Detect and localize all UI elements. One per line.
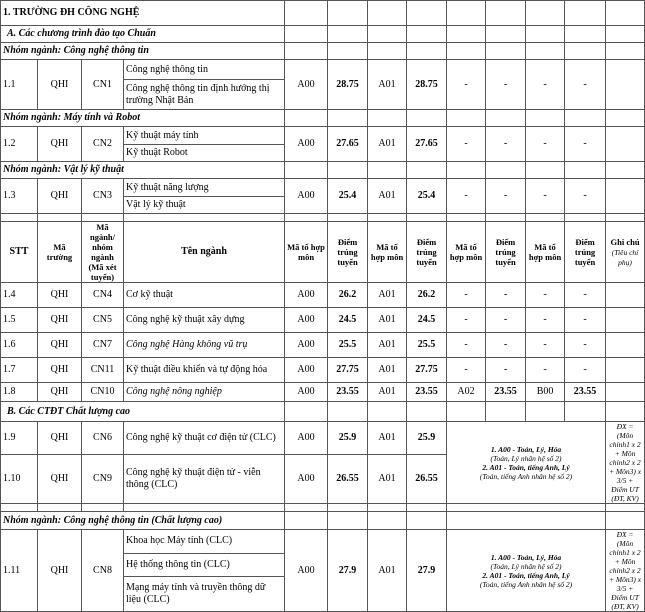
table-row: 1.8 QHI CN10 Công nghệ nông nghiệp A00 23.55 A01 23.55 A02 23.55 B00 23.55	[1, 383, 645, 402]
section-a-title: A. Các chương trình đào tạo Chuẩn	[1, 26, 285, 43]
table-row: 1.7 QHI CN11 Kỹ thuật điều khiển và tự động hóa A00 27.75 A01 27.75 - - - -	[1, 358, 645, 383]
table-row: 1.5 QHI CN5 Công nghệ kỹ thuật xây dựng A00 24.5 A01 24.5 - - - -	[1, 308, 645, 333]
group-cntt-clc-title: Nhóm ngành: Công nghệ thông tin (Chất lượng cao)	[1, 512, 285, 530]
section-b-title: B. Các CTĐT Chất lượng cao	[1, 402, 285, 422]
table-row: 1.2 QHI CN2 Kỹ thuật máy tính A00 27.65 A01 27.65 - - - -	[1, 127, 645, 145]
university-title: 1. TRƯỜNG ĐH CÔNG NGHỆ	[1, 1, 285, 26]
table-row: 1.1 QHI CN1 Công nghệ thông tin A00 28.75 A01 28.75 - - - -	[1, 60, 645, 80]
table-row: 1.6 QHI CN7 Công nghệ Hàng không vũ trụ A00 25.5 A01 25.5 - - - -	[1, 333, 645, 358]
table-row: 1.4 QHI CN4 Cơ kỹ thuật A00 26.2 A01 26.2 - - - -	[1, 283, 645, 308]
group-vl-title: Nhóm ngành: Vật lý kỹ thuật	[1, 162, 285, 179]
table-header: STT Mã trường Mã ngành/ nhóm ngành (Mã xét tuyển) Tên ngành Mã tổ hợp môn Điểm trúng tuyển Mã tổ hợp môn Điểm trúng tuyển Mã tổ hợp môn Điểm trúng tuyển Mã tổ hợp môn Điểm trúng tuyển Ghi chú (Tiêu chí phụ)	[1, 222, 645, 283]
group-cntt-title: Nhóm ngành: Công nghệ thông tin	[1, 43, 285, 60]
table-row: 1.9 QHI CN6 Công nghệ kỹ thuật cơ điện tử (CLC) A00 25.9 A01 25.9 1. A00 - Toán, Lý, Hóa (Toán, Lý nhân hệ số 2) 2. A01 - Toán, tiếng Anh, Lý (Toán, tiếng Anh nhân hệ số 2) ĐX = (Môn chính1 x 2 + Môn chính2 x 2 + Môn3) x 3/5 + Điểm UT (ĐT, KV)	[1, 422, 645, 455]
admission-score-table: 1. TRƯỜNG ĐH CÔNG NGHỆ A. Các chương trình đào tạo Chuẩn Nhóm ngành: Công nghệ thông tin 1.1 QHI CN1 Công nghệ thông tin A00 28.75 A01 28.75 - - - - Công nghệ thông tin định hướng thị trường Nhật Bản Nhóm ngành: Máy tính và Robot 1.2 QHI CN2 Kỹ thuật máy tính A00 27.65 A01 27.65 - - - - Kỹ thuật Robot Nhóm ngành: Vật lý kỹ thuật 1.3 QHI CN3 Kỹ thuật năng lượng A00 25.4 A01 25.4 - - - - Vật lý kỹ thuật STT Mã trường Mã ngành/ nhóm ngành (Mã xét tuyển) Tên ngành Mã tổ hợp môn Điểm trúng tuyển Mã tổ hợp môn Điểm trúng tuyển Mã tổ hợp môn Điểm trúng tuyển Mã tổ hợp môn Điểm trúng tuyển Ghi chú (Tiêu chí phụ) 1.4 QHI CN4 Cơ kỹ thuật A00 26.2 A01 26.2 - - - - 1.5 QHI CN5 Công nghệ kỹ thuật xây dựng A00 24.5 A01 24.5 - - - - 1.6 QHI CN7 Công nghệ Hàng không vũ trụ A00 25.5 A01 25.5 - - - - 1.7 QHI CN11 Kỹ thuật điều khiển và tự động hóa A00 27.75 A01 27.75 - - - - 1.8 QHI CN10 Công nghệ nông nghiệp A00 23.55 A01 23.55 A02 23.55 B00 23.55 B. Các CTĐT Chất lượng cao 1.9 QHI CN6 Công nghệ kỹ thuật cơ điện tử (CLC) A00 25.9 A01 25.9 1. A00 - Toán, Lý, Hóa (Toán, Lý nhân hệ số 2) 2. A01 - Toán, tiếng Anh, Lý (Toán, tiếng Anh nhân hệ số 2) ĐX = (Môn chính1 x 2 + Môn chính2 x 2 + Môn3) x 3/5 + Điểm UT (ĐT, KV) 1.10 QHI CN9 Công nghệ kỹ thuật điện tử - viễn thông (CLC) A00 26.55 A01 26.55 Nhóm ngành: Công nghệ thông tin (Chất lượng cao) 1.11 QHI CN8 Khoa học Máy tính (CLC) A00 27.9 A01 27.9 1. A00 - Toán, Lý, Hóa (Toán, Lý nhân hệ số 2) 2. A01 - Toán, tiếng Anh, Lý (Toán, tiếng Anh nhân hệ số 2) ĐX = (Môn chính1 x 2 + Môn chính2 x 2 + Môn3) x 3/5 + Điểm UT (ĐT, KV) Hệ thống thông tin (CLC) Mạng máy tính và truyền thông dữ liệu (CLC)	[0, 0, 645, 612]
table-row: 1.3 QHI CN3 Kỹ thuật năng lượng A00 25.4 A01 25.4 - - - -	[1, 179, 645, 197]
group-mt-title: Nhóm ngành: Máy tính và Robot	[1, 110, 285, 127]
dx-formula-note-2: ĐX = (Môn chính1 x 2 + Môn chính2 x 2 + Môn3) x 3/5 + Điểm UT (ĐT, KV)	[606, 530, 645, 612]
combo-note: 1. A00 - Toán, Lý, Hóa (Toán, Lý nhân hệ số 2) 2. A01 - Toán, tiếng Anh, Lý (Toán, tiếng Anh nhân hệ số 2)	[447, 422, 606, 504]
dx-formula-note: ĐX = (Môn chính1 x 2 + Môn chính2 x 2 + Môn3) x 3/5 + Điểm UT (ĐT, KV)	[606, 422, 645, 504]
table-row: 1.10 QHI CN9 Công nghệ kỹ thuật điện tử - viễn thông (CLC) A00 26.55 A01 26.55	[1, 454, 645, 503]
table-row: 1.11 QHI CN8 Khoa học Máy tính (CLC) A00 27.9 A01 27.9 1. A00 - Toán, Lý, Hóa (Toán, Lý nhân hệ số 2) 2. A01 - Toán, tiếng Anh, Lý (Toán, tiếng Anh nhân hệ số 2) ĐX = (Môn chính1 x 2 + Môn chính2 x 2 + Môn3) x 3/5 + Điểm UT (ĐT, KV)	[1, 530, 645, 554]
combo-note-2: 1. A00 - Toán, Lý, Hóa (Toán, Lý nhân hệ số 2) 2. A01 - Toán, tiếng Anh, Lý (Toán, tiếng Anh nhân hệ số 2)	[447, 530, 606, 612]
